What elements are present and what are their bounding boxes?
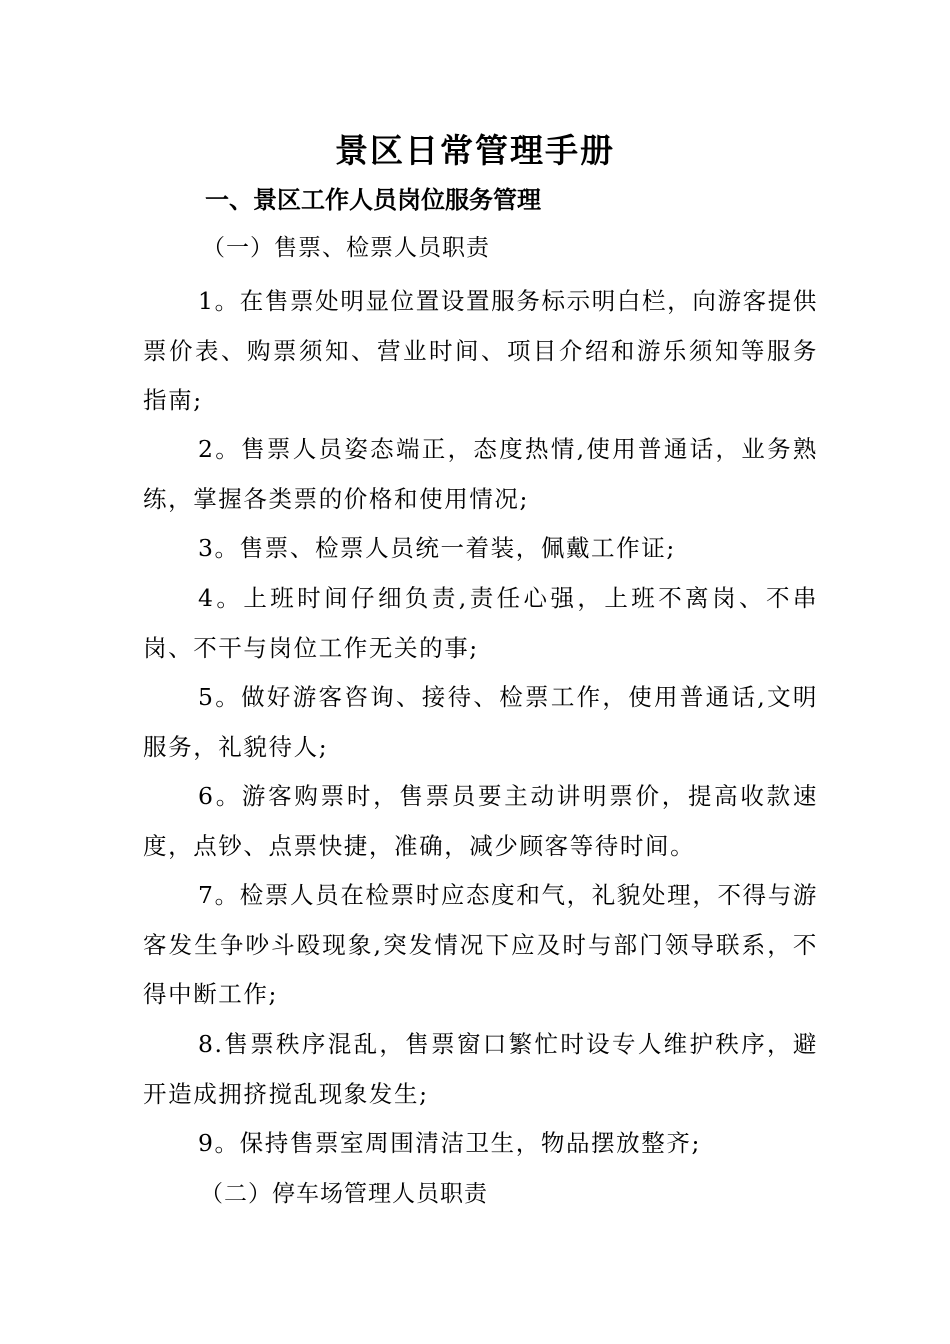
section-heading: 一、景区工作人员岗位服务管理 bbox=[205, 186, 541, 214]
list-item: 2。售票人员姿态端正，态度热情,使用普通话，业务熟练，掌握各类票的价格和使用情况; bbox=[143, 435, 818, 513]
document-title: 景区日常管理手册 bbox=[335, 131, 615, 170]
list-item: 1。在售票处明显位置设置服务标示明白栏，向游客提供票价表、购票须知、营业时间、项目介绍和游乐须知等服务指南; bbox=[143, 287, 818, 414]
list-item: 5。做好游客咨询、接待、检票工作，使用普通话,文明服务，礼貌待人; bbox=[143, 683, 818, 761]
list-item: 6。游客购票时，售票员要主动讲明票价，提高收款速度，点钞、点票快捷，准确，减少顾客等待时间。 bbox=[143, 782, 818, 860]
list-item: 9。保持售票室周围清洁卫生，物品摆放整齐; bbox=[198, 1129, 701, 1157]
list-item: 4。上班时间仔细负责,责任心强，上班不离岗、不串岗、不干与岗位工作无关的事; bbox=[143, 584, 818, 662]
list-item: 8.售票秩序混乱，售票窗口繁忙时设专人维护秩序，避开造成拥挤搅乱现象发生; bbox=[143, 1030, 818, 1108]
list-item: 7。检票人员在检票时应态度和气，礼貌处理，不得与游客发生争吵斗殴现象,突发情况下应及时与部门领导联系，不得中断工作; bbox=[143, 881, 818, 1008]
list-item: 3。售票、检票人员统一着装，佩戴工作证; bbox=[198, 534, 676, 562]
subsection-heading-ticketing: （一）售票、检票人员职责 bbox=[202, 235, 490, 261]
subsection-heading-parking: （二）停车场管理人员职责 bbox=[200, 1181, 488, 1207]
